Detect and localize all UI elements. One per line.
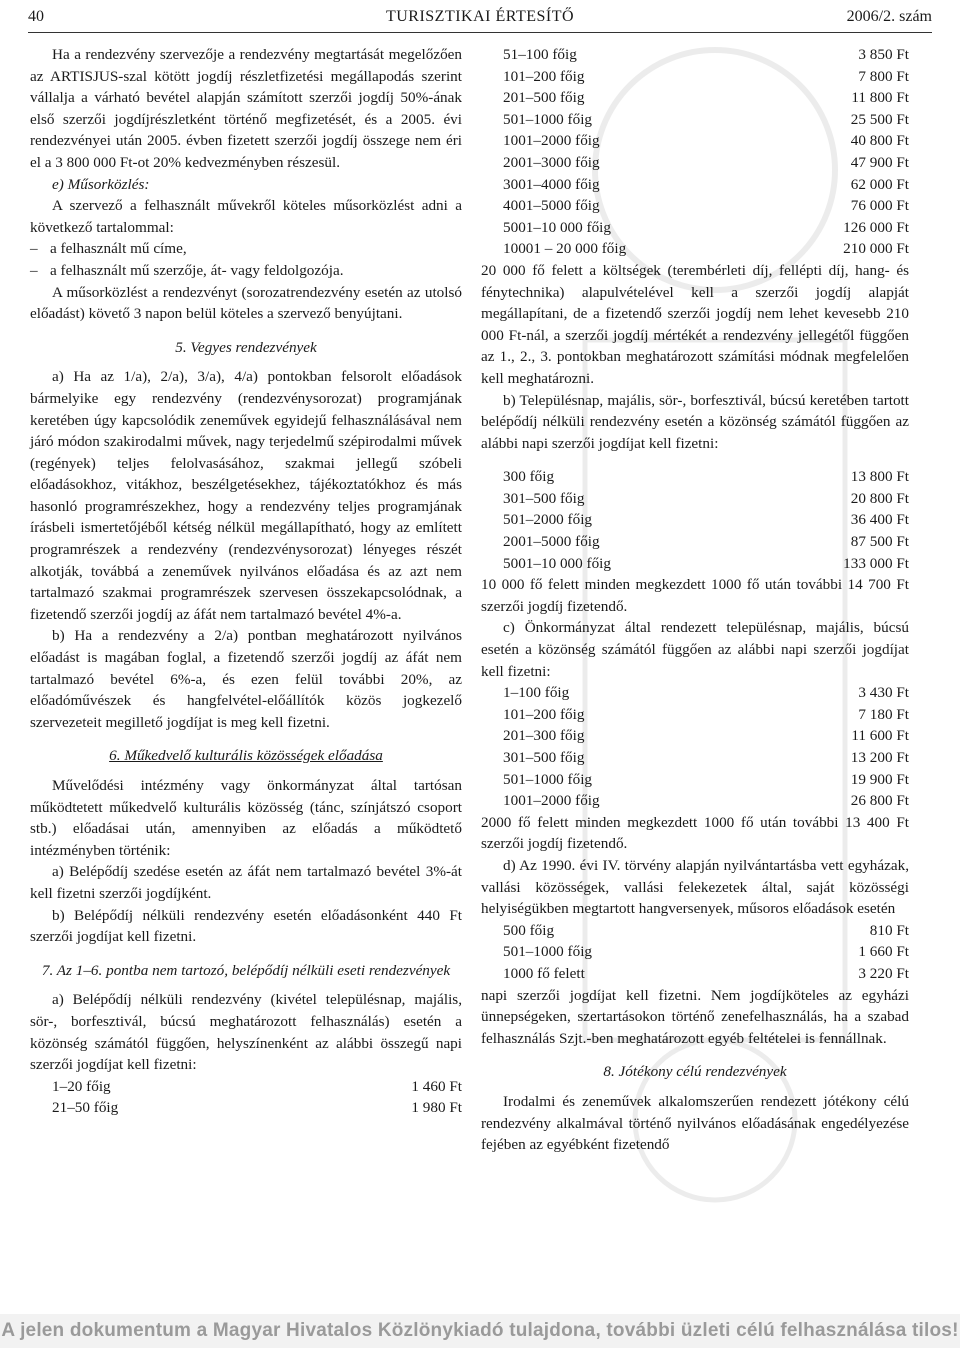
- table-row: [503, 238, 909, 260]
- paragraph-6: Művelődési intézmény vagy önkormányzat által tartósan működtetett műkedvelő kulturális közösség (tánc, színjátszó csoport stb.) előadásai után, amennyiben az előadás a működtető intézményben történik:: [30, 777, 462, 859]
- table-cell-fee: 25 500 Ft: [850, 110, 909, 128]
- paragraph-7c: c) Önkormányzat által rendezett településnap, majális, búcsú esetén a közönség számától függően az alábbi napi szerzői jogdíjat kell fizetni:: [481, 619, 909, 680]
- table-row: [503, 152, 909, 174]
- table-cell-range: 21–50 főig: [52, 1099, 119, 1117]
- table-cell-fee: 76 000 Ft: [850, 197, 909, 215]
- fee-table-7b: [481, 466, 909, 574]
- table-cell-fee: 47 900 Ft: [850, 153, 909, 171]
- paragraph-program-notice: A szervező a felhasznált művekről köteles műsorközlést adni a következő tartalommal:: [30, 197, 462, 236]
- subsection-program-notice-label: e) Műsorközlés:: [52, 175, 150, 193]
- paragraph-7b-over-10000: 10 000 fő felett minden megkezdett 1000 fő után további 14 700 Ft szerzői jogdíj fizetendő.: [481, 576, 909, 615]
- table-row: [503, 466, 909, 488]
- left-column: [30, 44, 462, 1119]
- table-row: [503, 195, 909, 217]
- table-cell-range: 2001–3000 főig: [503, 153, 600, 171]
- table-cell-fee: 1 460 Ft: [411, 1077, 462, 1095]
- paragraph-over-20000: 20 000 fő felett a költségek (terembérleti díj, fellépti díj, hang- és fénytechnika) alapulvételével kell a szerzői jogdíj alapját megállapítani, de a fizetendő szerzői jogdíj nem lehet kevesebb 210 000 Ft-nál, a szerzői jogdíj mértékét a rendezvény jellegétől függően az 1., 2., 3. pontokban meghatározott számítási módnak megfelelően kell meghatározni.: [481, 261, 909, 387]
- section-7-title: 7. Az 1–6. pontba nem tartozó, belépődíj nélküli eseti rendezvények: [41, 961, 451, 979]
- table-row: [503, 725, 909, 747]
- table-cell-range: 101–200 főig: [503, 705, 585, 723]
- table-cell-fee: 210 000 Ft: [843, 240, 909, 258]
- journal-title: TURISZTIKAI ÉRTESÍTŐ: [385, 8, 575, 25]
- fee-table-7d: [481, 920, 909, 985]
- table-cell-range: 3001–4000 főig: [503, 175, 600, 193]
- paragraph-8: Irodalmi és zeneművek alkalomszerűen rendezett jótékony célú rendezvény alkalmával történő nyilvános előadásának engedélyezése fejében az egyébként fizetendő: [481, 1092, 909, 1154]
- table-cell-range: 201–300 főig: [503, 727, 585, 745]
- table-row: [503, 963, 909, 985]
- paragraph-5a: a) Ha az 1/a), 2/a), 3/a), 4/a) pontokban felsorolt előadások bármelyike egy rendezvény (rendezvénysorozat) programjának keretében úgy kapcsolódik zeneművek egyidejű felhasználásával nem járó módon szakirodalmi művek, nagy terjedelmű szépirodalmi művek (regények) teljes felolvasásához, szakmai jellegű szóbeli előadásokhoz, vitákhoz, beszélgetésekhez, tájékoztatókhoz és más hasonló programrészekhez, hogy a rendezvény teljes programjának írásbeli ismertetőjéből kétség nélkül megállapítható, hogy az említett programrészek a rendezvény (rendezvénysorozat) lényeges részét alkotják, továbbá a zeneművek nyilvános előadása és az azt nem tartalmazó szakmai programrészek szervesen összekapcsolódnak, a fizetendő szerzői jogdíj az áfát nem tartalmazó bevétel 4%-a.: [30, 368, 462, 623]
- table-cell-fee: 810 Ft: [869, 921, 909, 939]
- table-cell-range: 2001–5000 főig: [503, 533, 600, 551]
- paragraph-7b: b) Településnap, majális, sör-, borfesztivál, búcsú keretében tartott belépődíj nélküli rendezvény esetén a közönség számától függően az alábbi napi szerzői jogdíjat kell fizetni:: [481, 391, 909, 452]
- table-cell-range: 1–100 főig: [503, 684, 570, 702]
- table-cell-fee: 13 200 Ft: [850, 749, 909, 766]
- table-row: [503, 509, 909, 531]
- table-cell-fee: 40 800 Ft: [850, 132, 909, 150]
- paragraph-6a: a) Belépődíj szedése esetén az áfát nem tartalmazó bevétel 3%-át kell fizetni szerzői jogdíjként.: [30, 863, 462, 902]
- list-item-work-author: – a felhasznált mű szerzője, át- vagy feldolgozója.: [30, 260, 462, 282]
- table-cell-fee: 3 220 Ft: [858, 964, 909, 982]
- table-cell-fee: 13 800 Ft: [850, 468, 909, 486]
- table-row: [503, 941, 909, 963]
- table-cell-range: 500 főig: [503, 921, 555, 939]
- table-cell-range: 1–20 főig: [52, 1077, 111, 1095]
- table-cell-fee: 11 800 Ft: [851, 89, 909, 107]
- table-row: [503, 682, 909, 704]
- fee-table-7c: [481, 682, 909, 812]
- table-row: [503, 66, 909, 88]
- paragraph-program-notice-deadline: A műsorközlést a rendezvényt (sorozatrendezvény esetén az utolsó előadást) követő 3 napon belül köteles a szervező benyújtani.: [30, 283, 462, 323]
- table-cell-range: 501–1000 főig: [503, 943, 593, 961]
- table-row: [503, 920, 909, 942]
- issue-number: 2006/2. szám: [846, 8, 932, 25]
- table-row: [503, 769, 909, 791]
- paragraph-5b: b) Ha a rendezvény a 2/a) pontban meghatározott nyilvános előadást is magában foglal, a fizetendő szerzői jogdíj az áfát nem tartalmazó bevétel 6%-a, és ezen felül további 20%, az előadóművészek és hangfelvétel-előállítók közös jogkezelő szervezeteit megillető jogdíjat is meg kell fizetni.: [30, 627, 462, 731]
- paragraph-7c-over-2000: 2000 fő felett minden megkezdett 1000 fő után további 13 400 Ft szerzői jogdíj fizetendő.: [481, 813, 909, 853]
- table-cell-range: 5001–10 000 főig: [503, 554, 611, 572]
- table-row: [503, 174, 909, 196]
- table-cell-fee: 11 600 Ft: [851, 727, 909, 745]
- table-row: [503, 531, 909, 553]
- fee-table-top: [481, 44, 909, 260]
- table-cell-range: 101–200 főig: [503, 67, 585, 85]
- table-cell-fee: 133 000 Ft: [843, 554, 909, 572]
- table-row: [503, 747, 909, 769]
- table-cell-fee: 3 430 Ft: [858, 684, 909, 702]
- table-cell-range: 501–2000 főig: [503, 511, 593, 529]
- table-cell-range: 1001–2000 főig: [503, 132, 600, 150]
- table-cell-fee: 36 400 Ft: [850, 511, 909, 529]
- table-cell-fee: 19 900 Ft: [850, 770, 909, 788]
- table-row: [503, 790, 909, 812]
- copyright-watermark: A jelen dokumentum a Magyar Hivatalos Közlönykiadó tulajdona, további üzleti célú felhasználása tilos!: [0, 1314, 960, 1348]
- table-cell-range: 501–1000 főig: [503, 110, 593, 128]
- table-cell-range: 301–500 főig: [503, 489, 585, 507]
- table-row: [503, 217, 909, 239]
- section-8-title: 8. Jótékony célú rendezvények: [603, 1063, 787, 1081]
- table-cell-fee: 7 180 Ft: [858, 705, 909, 723]
- table-row: [503, 704, 909, 726]
- paragraph-installment-discount: Ha a rendezvény szervezője a rendezvény megtartását megelőzően az ARTISJUS-szal kötött jogdíj részletfizetési megállapodás szerint vállalja a várható bevétel alapján számított szerzői jogdíj 50%-ának első szerzői jogdíjrészletként történő megfizetését, és a 2005. évi rendezvényei után 2005. évben fizetett szerzői jogdíj összege nem éri el a 3 800 000 Ft-ot 20% kedvezményben részesül.: [30, 46, 462, 171]
- table-cell-range: 10001 – 20 000 főig: [503, 240, 627, 258]
- table-cell-range: 1001–2000 főig: [503, 792, 600, 810]
- page-number: 40: [28, 8, 44, 25]
- table-row: [52, 1097, 462, 1119]
- paragraph-6b: b) Belépődíj nélküli rendezvény esetén előadásonként 440 Ft szerzői jogdíjat kell fizetni.: [30, 906, 462, 946]
- table-cell-range: 5001–10 000 főig: [503, 218, 611, 236]
- table-cell-range: 301–500 főig: [503, 749, 585, 766]
- table-cell-fee: 20 800 Ft: [850, 489, 909, 507]
- table-cell-fee: 126 000 Ft: [843, 218, 909, 236]
- table-cell-range: 51–100 főig: [503, 46, 577, 63]
- paragraph-7d-exemption: napi szerzői jogdíjat kell fizetni. Nem jogdíjköteles az egyházi ünnepségeken, szertartásokon történő zenefelhasználás, ha a szabad felhasználás Szjt.-ben meghatározott egyéb feltételei is fennállnak.: [481, 986, 909, 1047]
- table-cell-range: 501–1000 főig: [503, 770, 593, 788]
- table-cell-fee: 1 980 Ft: [411, 1099, 462, 1117]
- table-cell-fee: 7 800 Ft: [858, 67, 909, 85]
- table-cell-fee: 3 850 Ft: [858, 46, 909, 63]
- table-row: [52, 1076, 462, 1098]
- table-cell-range: 300 főig: [503, 468, 555, 486]
- table-row: [503, 553, 909, 575]
- table-cell-fee: 87 500 Ft: [850, 533, 909, 551]
- section-6-title: 6. Műkedvelő kulturális közösségek előadása: [109, 747, 383, 765]
- table-cell-range: 4001–5000 főig: [503, 197, 600, 215]
- fee-table-7a: [30, 1076, 462, 1119]
- table-row: [503, 109, 909, 131]
- table-row: [503, 87, 909, 109]
- table-row: [503, 44, 909, 66]
- paragraph-7d: d) Az 1990. évi IV. törvény alapján nyilvántartásba vett egyházak, vallási közösségek, vallási felekezetek által, saját közösségi helyiségükben megtartott hangversenyek, műsoros előadások esetén: [481, 856, 909, 918]
- right-column: [481, 44, 909, 1156]
- table-cell-fee: 62 000 Ft: [850, 175, 909, 193]
- page-header: [28, 6, 932, 33]
- paragraph-7a: a) Belépődíj nélküli rendezvény (kivétel településnap, majális, sör-, borfesztivál, búcsú meghatározott felhasználás) esetén a közönség számától függően, helyszínenként az alábbi összegű napi szerzői jogdíjat kell fizetni:: [30, 991, 462, 1074]
- list-item-work-title: – a felhasznált mű címe,: [30, 238, 462, 260]
- table-row: [503, 130, 909, 152]
- table-cell-range: 201–500 főig: [503, 89, 585, 107]
- table-cell-fee: 1 660 Ft: [858, 943, 909, 961]
- table-cell-range: 1000 fő felett: [503, 964, 585, 982]
- table-cell-fee: 26 800 Ft: [850, 792, 909, 810]
- table-row: [503, 488, 909, 510]
- section-5-title: 5. Vegyes rendezvények: [175, 338, 317, 356]
